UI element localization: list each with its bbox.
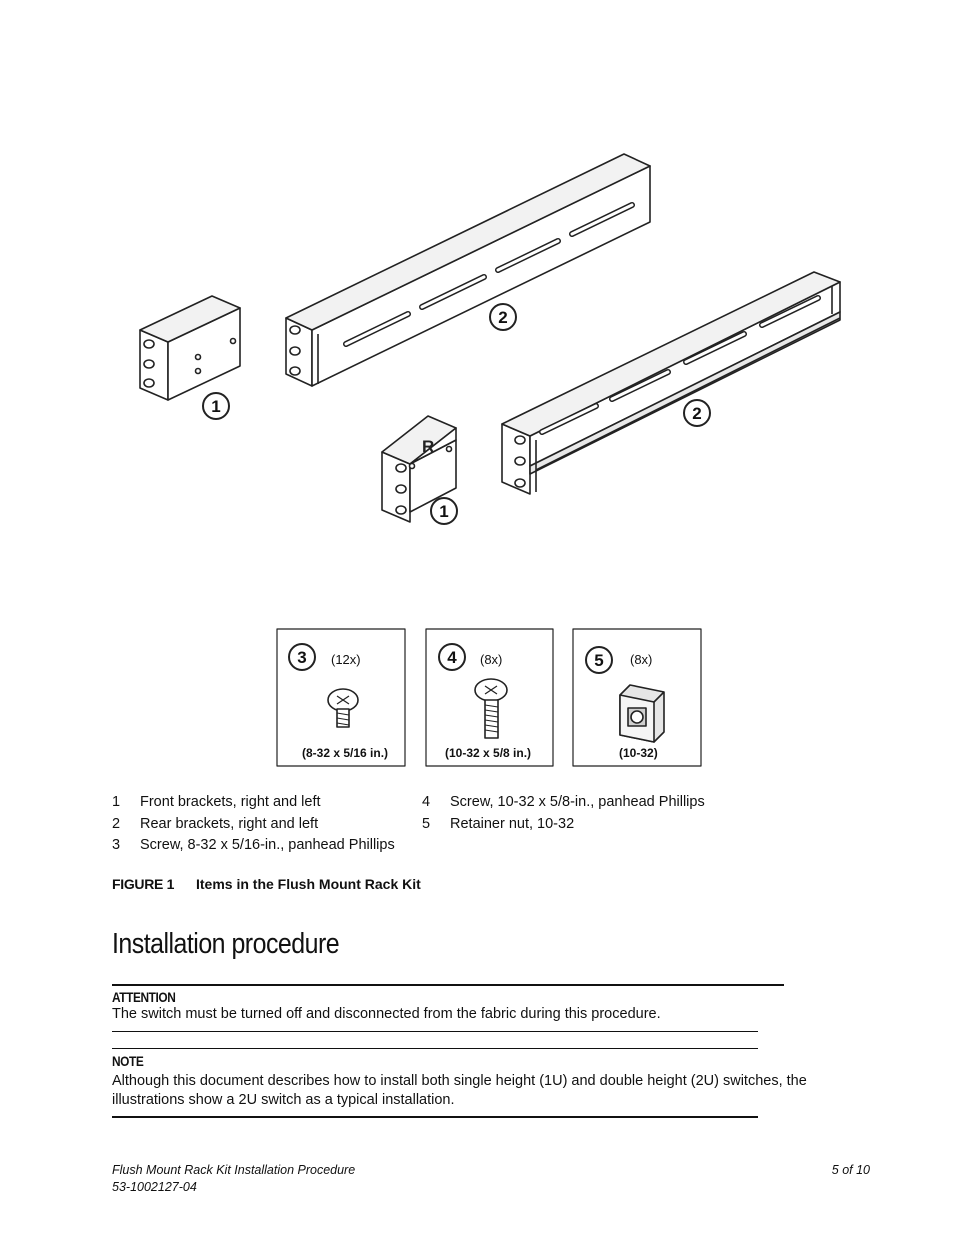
callout-2-upper-label: 2 bbox=[498, 308, 508, 327]
attention-top-rule bbox=[112, 984, 784, 986]
front-bracket-left bbox=[140, 296, 240, 400]
legend-num: 2 bbox=[112, 816, 121, 832]
size-4-label: (10-32 x 5/8 in.) bbox=[445, 746, 532, 760]
footer-doc-number: 53-1002127-04 bbox=[112, 1180, 197, 1194]
figure-caption bbox=[112, 876, 421, 892]
callout-3-label: 3 bbox=[297, 648, 307, 667]
attention-bottom-rule bbox=[112, 1031, 758, 1032]
rear-bracket-lower bbox=[502, 272, 840, 494]
note-label: NOTE bbox=[112, 1053, 144, 1069]
footer-doc-title: Flush Mount Rack Kit Installation Procedure bbox=[112, 1163, 356, 1177]
callout-2-upper bbox=[490, 304, 516, 330]
attention-label: ATTENTION bbox=[112, 989, 176, 1005]
size-5-label: (10-32) bbox=[619, 746, 658, 760]
figure-caption-label: FIGURE 1 bbox=[112, 876, 175, 892]
callout-5-label: 5 bbox=[594, 651, 604, 670]
size-3-label: (8-32 x 5/16 in.) bbox=[302, 746, 389, 760]
legend-num: 1 bbox=[112, 794, 121, 810]
qty-5-label: (8x) bbox=[630, 652, 653, 667]
footer-page-number: 5 of 10 bbox=[831, 1163, 870, 1177]
note-top-rule bbox=[112, 1048, 758, 1049]
attention-text: The switch must be turned off and disconnected from the fabric during this procedure. bbox=[112, 1006, 661, 1022]
legend-num: 3 bbox=[112, 837, 121, 853]
legend-text: Front brackets, right and left bbox=[140, 794, 321, 810]
figure-caption-text: Items in the Flush Mount Rack Kit bbox=[196, 876, 421, 892]
legend-text: Retainer nut, 10-32 bbox=[450, 816, 575, 832]
parts-box-screw-10-32 bbox=[426, 629, 553, 766]
legend-item-4 bbox=[422, 793, 705, 811]
legend-text: Rear brackets, right and left bbox=[140, 816, 319, 832]
legend-item-3 bbox=[112, 836, 395, 854]
legend-item-5 bbox=[422, 815, 574, 833]
legend-text: Screw, 10-32 x 5/8-in., panhead Phillips bbox=[450, 794, 705, 810]
qty-4-label: (8x) bbox=[480, 652, 503, 667]
parts-box-screw-8-32 bbox=[277, 629, 405, 766]
legend-num: 4 bbox=[422, 794, 431, 810]
note-bottom-rule bbox=[112, 1116, 758, 1118]
note-text: Although this document describes how to install both single height (1U) and double height (2U) switches, the illustrations show a 2U switch as a typical installation. bbox=[112, 1073, 807, 1108]
callout-1-left-label: 1 bbox=[211, 397, 221, 416]
callout-2-lower bbox=[684, 400, 710, 426]
legend-num: 5 bbox=[422, 816, 431, 832]
rear-bracket-upper bbox=[286, 154, 650, 386]
bracket-r-letter: R bbox=[422, 437, 435, 456]
qty-3-label: (12x) bbox=[331, 652, 361, 667]
callout-1-left bbox=[203, 393, 229, 419]
callout-1-right-label: 1 bbox=[439, 502, 449, 521]
legend-text: Screw, 8-32 x 5/16-in., panhead Phillips bbox=[140, 837, 395, 853]
callout-4-label: 4 bbox=[447, 648, 457, 667]
section-title: Installation procedure bbox=[112, 928, 340, 960]
legend-item-2 bbox=[112, 815, 318, 833]
callout-1-right bbox=[431, 498, 457, 524]
parts-box-retainer-nut bbox=[573, 629, 701, 766]
callout-2-lower-label: 2 bbox=[692, 404, 702, 423]
legend-item-1 bbox=[112, 793, 321, 811]
